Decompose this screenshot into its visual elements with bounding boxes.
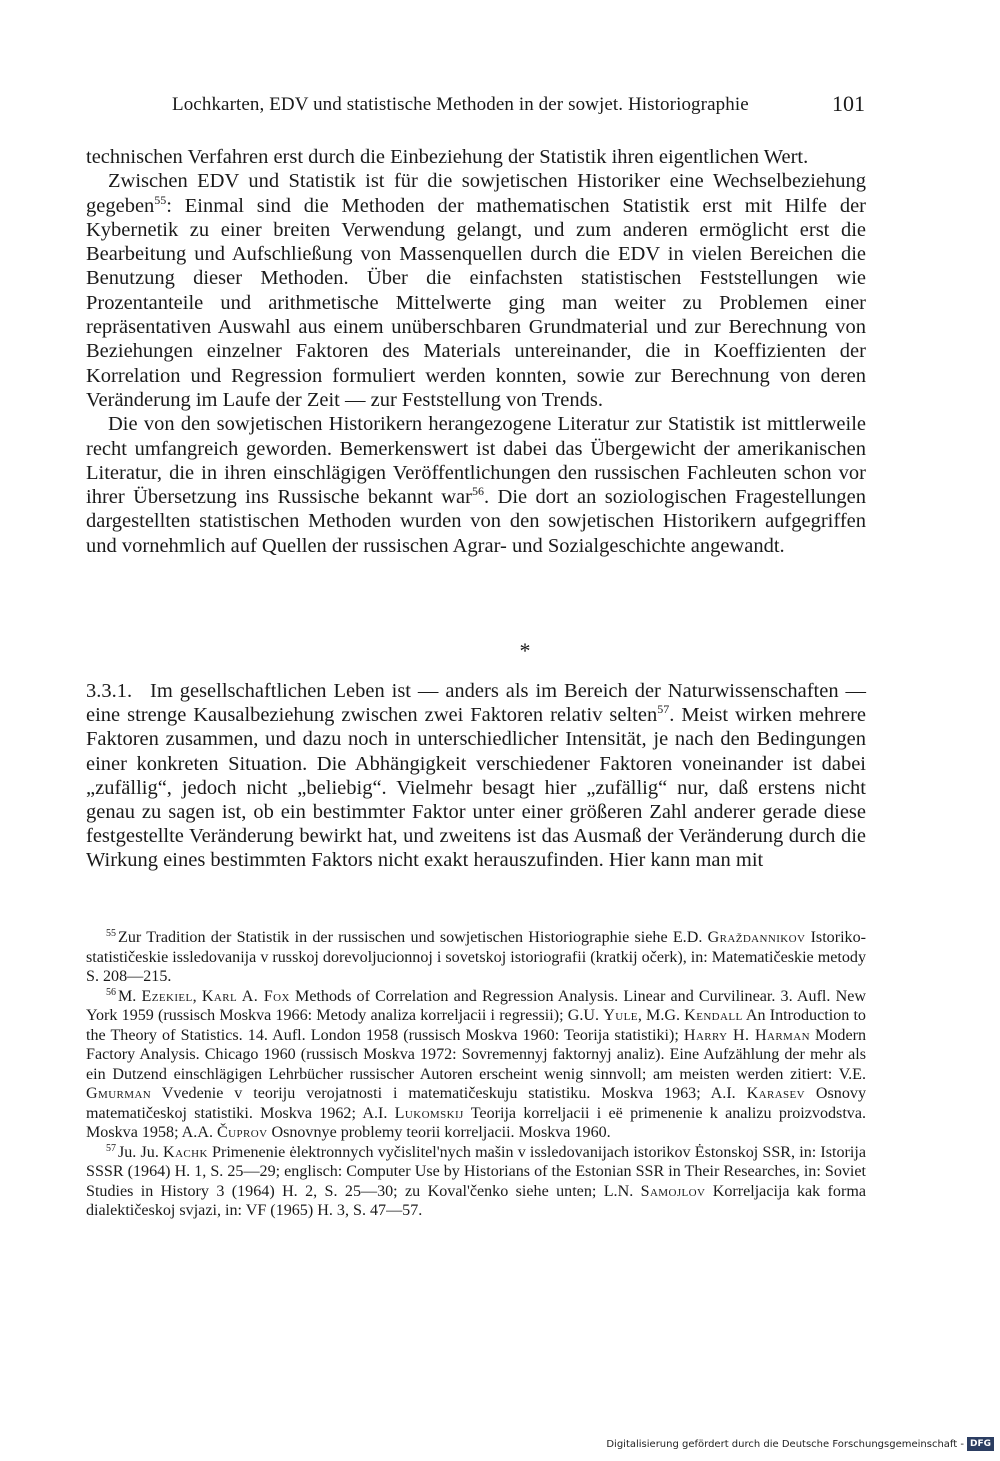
- section-3-3-1: [86, 679, 866, 873]
- author-name: Čuprov: [217, 1124, 268, 1141]
- page-number: 101: [832, 91, 865, 116]
- author-name: Yule: [603, 1007, 638, 1024]
- author-name: Harry H. Harman: [683, 1026, 810, 1044]
- footnote-55: [86, 928, 866, 987]
- footnote-text: Osnovnye problemy teorii korreljacii. Moskva 1960.: [267, 1124, 611, 1141]
- footnote-ref-55: 55: [154, 192, 167, 207]
- footnote-text: M.: [118, 987, 142, 1005]
- author-name: Samojlov: [640, 1182, 706, 1200]
- footnote-ref-57: 57: [657, 702, 670, 717]
- footnotes: [86, 928, 866, 1221]
- footnote-56: [86, 987, 866, 1143]
- footnote-57: [86, 1143, 866, 1221]
- footnote-text: Methods of Correlation and Regression Analysis. Linear and Curvilinear. 3. Aufl. New York 1959 (russisch Moskva 1966: Metody analiza korreljacii i regressii); G.U.: [86, 987, 866, 1024]
- footnote-text: Korreljacija kak forma dialektičeskoj svjazi, in: VF (1965) H. 3, S. 47—57.: [86, 1182, 866, 1219]
- author-name: Karasev: [746, 1085, 806, 1102]
- footnote-text: Osnovy matematičeskoj statistiki. Moskva 1962; A.I.: [86, 1085, 866, 1122]
- footnote-text: Zur Tradition der Statistik in der russischen und sowjetischen Historiographie siehe E.D.: [118, 929, 708, 946]
- footnote-text: Primenenie ėlektronnych vyčislitel'nych mašin v issledovanijach istorikov Ėstonskoj SSR, in: Istorija SSSR (1964) H. 1, S. 25—29; englisch: Computer Use by Historians of the Estonian SSR in Their Researches, in: Soviet Studies in History 3 (1964) H. 2, S. 25—30; zu Koval'čenko siehe unten; L.N.: [86, 1143, 867, 1200]
- section-text-a: Im gesellschaftlichen Leben ist — anders als im Bereich der Naturwissenschaften — eine strenge Kausalbeziehung zwischen zwei Faktoren relativ selten: [86, 680, 866, 727]
- author-name: Gmurman: [86, 1085, 152, 1102]
- footnote-text: Modern Factory Analysis. Chicago 1960 (russisch Moskva 1972: Sovremennyj faktornyj analiz). Eine Aufzählung der mehr als ein Dutzend einschlägigen Lehrbücher russischer Autoren erscheint wenig sinnvoll; am meisten werden zitiert: V.E.: [86, 1026, 866, 1083]
- footnote-text: An Introduction to the Theory of Statistics. 14. Aufl. London 1958 (russisch Moskva 1960: Teorija statistiki);: [86, 1007, 866, 1044]
- section-number: 3.3.1.: [86, 680, 133, 702]
- author-name: Lukomskij: [394, 1104, 464, 1122]
- section-paragraph: [86, 679, 866, 873]
- footnote-text: ,: [192, 987, 202, 1005]
- footnote-ref-56: 56: [471, 484, 484, 499]
- footnote-text: Ju. Ju.: [118, 1143, 164, 1161]
- paragraph-2-text-a: Zwischen EDV und Statistik ist für die sowjetischen Historiker eine Wechselbeziehung gegeben: [86, 170, 866, 217]
- running-head: Lochkarten, EDV und statistische Methoden in der sowjet. Historiographie: [172, 94, 749, 115]
- paragraph-1: [86, 145, 866, 169]
- author-name: Kendall: [684, 1007, 743, 1024]
- section-separator: *: [519, 638, 531, 663]
- footnote-text: Vvedenie v teoriju verojatnosti i matematičeskuju statistiku. Moskva 1963; A.I.: [151, 1085, 747, 1102]
- footnote-mark: 55: [106, 928, 116, 939]
- author-name: Graždannikov: [707, 929, 806, 946]
- footnote-text: Istoriko-statističeskie issledovanija v russkoj dorevoljucionnoj i sovetskoj istoriografii (kratkij očerk), in: Matematičeskie metody S. 208—215.: [86, 929, 866, 985]
- paragraph-3-text-a: Die von den sowjetischen Historikern herangezogene Literatur zur Statistik ist mittlerweile recht umfangreich geworden. Bemerkenswert ist dabei das Übergewicht der amerikanischen Literatur, die in ihren einschlägigen Veröffentlichungen den russischen Fachleuten schon vor ihrer Übersetzung ins Russische bekannt war: [86, 413, 866, 509]
- footnote-text: Teorija korreljacii i eë primenenie k analizu proizvodstva. Moskva 1958; A.A.: [86, 1104, 866, 1141]
- author-name: Ezekiel: [141, 987, 193, 1005]
- dfg-logo: DFG: [967, 1437, 994, 1451]
- page-header: [172, 91, 865, 120]
- footnote-mark: 56: [106, 986, 116, 998]
- credit-text: Digitalisierung gefördert durch die Deutsche Forschungsgemeinschaft -: [606, 1438, 964, 1450]
- paragraph-3-text-b: . Die dort an soziologischen Fragestellungen dargestellten statistischen Methoden wurden von den sowjetischen Historikern aufgegriffen und vornehmlich auf Quellen der russischen Agrar- und Sozialgeschichte angewandt.: [86, 486, 866, 557]
- paragraph-2-text-b: : Einmal sind die Methoden der mathematischen Statistik erst mit Hilfe der Kybernetik zu einer breiten Verwendung gelangt, und zum anderen ermöglicht erst die Bearbeitung und Aufschließung von Massenquellen durch die EDV in vielen Bereichen die Benutzung dieser Methoden. Über die einfachsten statistischen Feststellungen wie Prozentanteile und arithmetische Mittelwerte ging man weiter zu Problemen einer repräsentativen Auswahl aus einem unüberschbaren Grundmaterial und zur Berechnung von Beziehungen einzelner Faktoren des Materials untereinander, die in Koeffizienten der Korrelation und Regression formuliert werden konnten, sowie zur Berechnung von deren Veränderung im Laufe der Zeit — zur Feststellung von Trends.: [86, 194, 866, 411]
- section-text-b: . Meist wirken mehrere Faktoren zusammen, und dazu noch in unterschiedlicher Intensität, je nach den Bedingungen einer konkreten Situation. Die Abhängigkeit verschiedener Faktoren voneinander ist dabei „zufällig“, jedoch nicht „beliebig“. Vielmehr besagt hier „zufällig“ nur, daß erstens nicht genau zu sagen ist, ob ein bestimmter Faktor unter einer größeren Zahl anderer gerade diese festgestellte Veränderung bewirkt hat, und zweitens ist das Ausmaß der Veränderung durch die Wirkung eines bestimmten Faktors nicht exakt herauszufinden. Hier kann man mit: [86, 704, 866, 872]
- author-name: Karl A. Fox: [201, 987, 290, 1005]
- paragraph-1-text: technischen Verfahren erst durch die Einbeziehung der Statistik ihren eigentlichen Wert.: [86, 146, 809, 168]
- author-name: Kachk: [163, 1143, 208, 1161]
- paragraph-3: [86, 412, 866, 558]
- body-text: [86, 145, 866, 558]
- paragraph-2: [86, 169, 866, 412]
- digitization-credit: [606, 1436, 994, 1452]
- footnote-mark: 57: [106, 1142, 116, 1154]
- footnote-text: , M.G.: [637, 1007, 685, 1024]
